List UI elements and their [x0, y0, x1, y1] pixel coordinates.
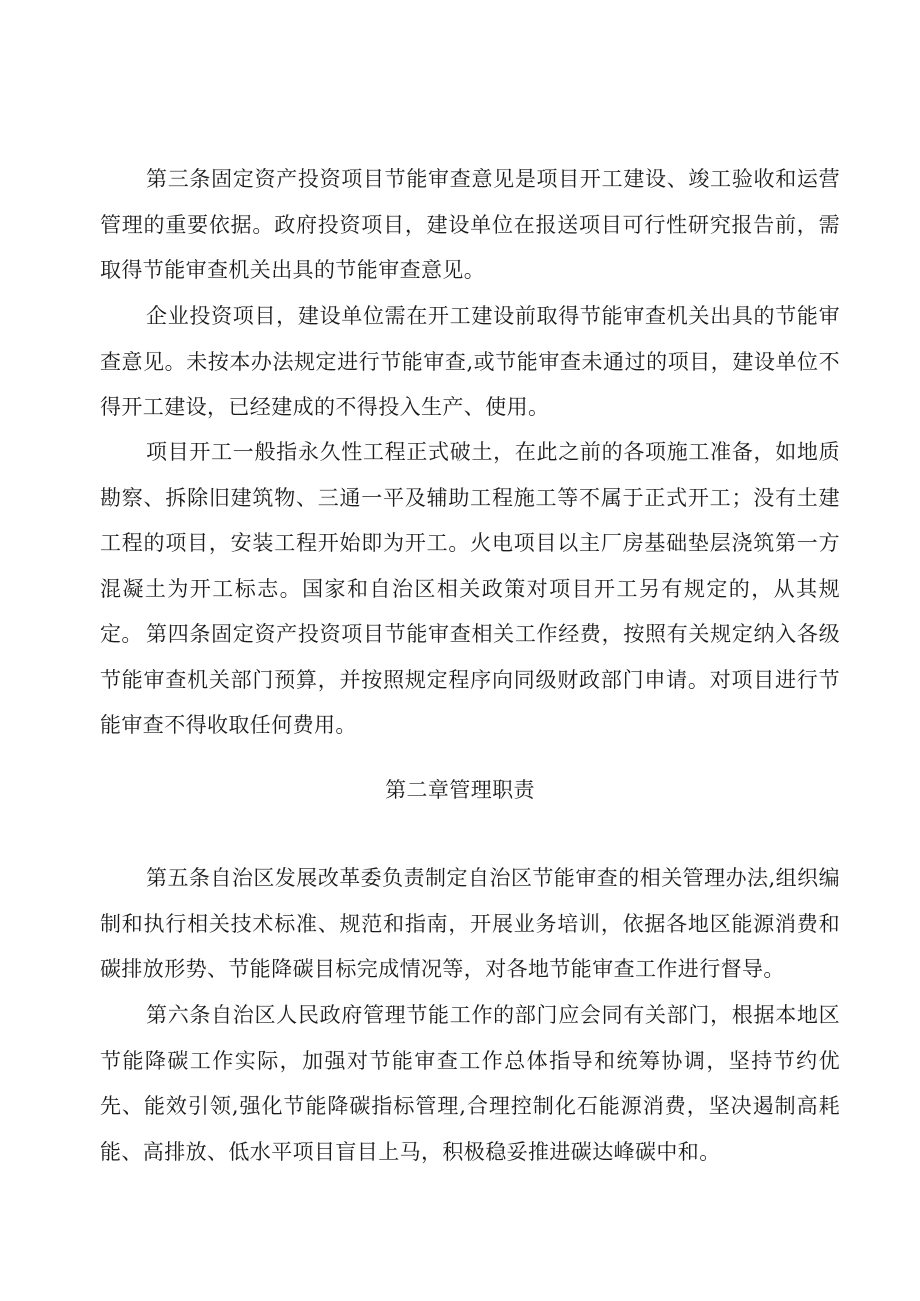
article-3-paragraph: 第三条固定资产投资项目节能审查意见是项目开工建设、竣工验收和运营管理的重要依据。政府投资项目，建设单位在报送项目可行性研究报告前，需取得节能审查机关出具的节能审查意见。 [100, 167, 840, 282]
article-5-paragraph: 第五条自治区发展改革委负责制定自治区节能审查的相关管理办法,组织编制和执行相关技术标准、规范和指南，开展业务培训，依据各地区能源消费和碳排放形势、节能降碳目标完成情况等，对各地节能审查工作进行督导。 [100, 866, 840, 981]
article-4-paragraph: 第四条固定资产投资项目节能审查相关工作经费，按照有关规定纳入各级节能审查机关部门预算，并按照规定程序向同级财政部门申请。对项目进行节能审查不得收取任何费用。 [100, 622, 840, 737]
chapter-heading: 第二章管理职责 [385, 778, 535, 802]
article-6-paragraph: 第六条自治区人民政府管理节能工作的部门应会同有关部门，根据本地区节能降碳工作实际，加强对节能审查工作总体指导和统筹协调，坚持节约优先、能效引领,强化节能降碳指标管理,合理控制化石能源消费，坚决遏制高耗能、高排放、低水平项目盲目上马，积极稳妥推进碳达峰碳中和。 [100, 1003, 840, 1164]
enterprise-investment-paragraph: 企业投资项目，建设单位需在开工建设前取得节能审查机关出具的节能审查意见。未按本办法规定进行节能审查,或节能审查未通过的项目，建设单位不得开工建设，已经建成的不得投入生产、使用。 [100, 304, 840, 419]
project-commencement-paragraph: 项目开工一般指永久性工程正式破土，在此之前的各项施工准备，如地质勘察、拆除旧建筑物、三通一平及辅助工程施工等不属于正式开工；没有土建工程的项目，安装工程开始即为开工。火电项目以主厂房基础垫层浇筑第一方混凝土为开工标志。国家和自治区相关政策对项目开工另有规定的，从其规定。 [100, 440, 840, 646]
